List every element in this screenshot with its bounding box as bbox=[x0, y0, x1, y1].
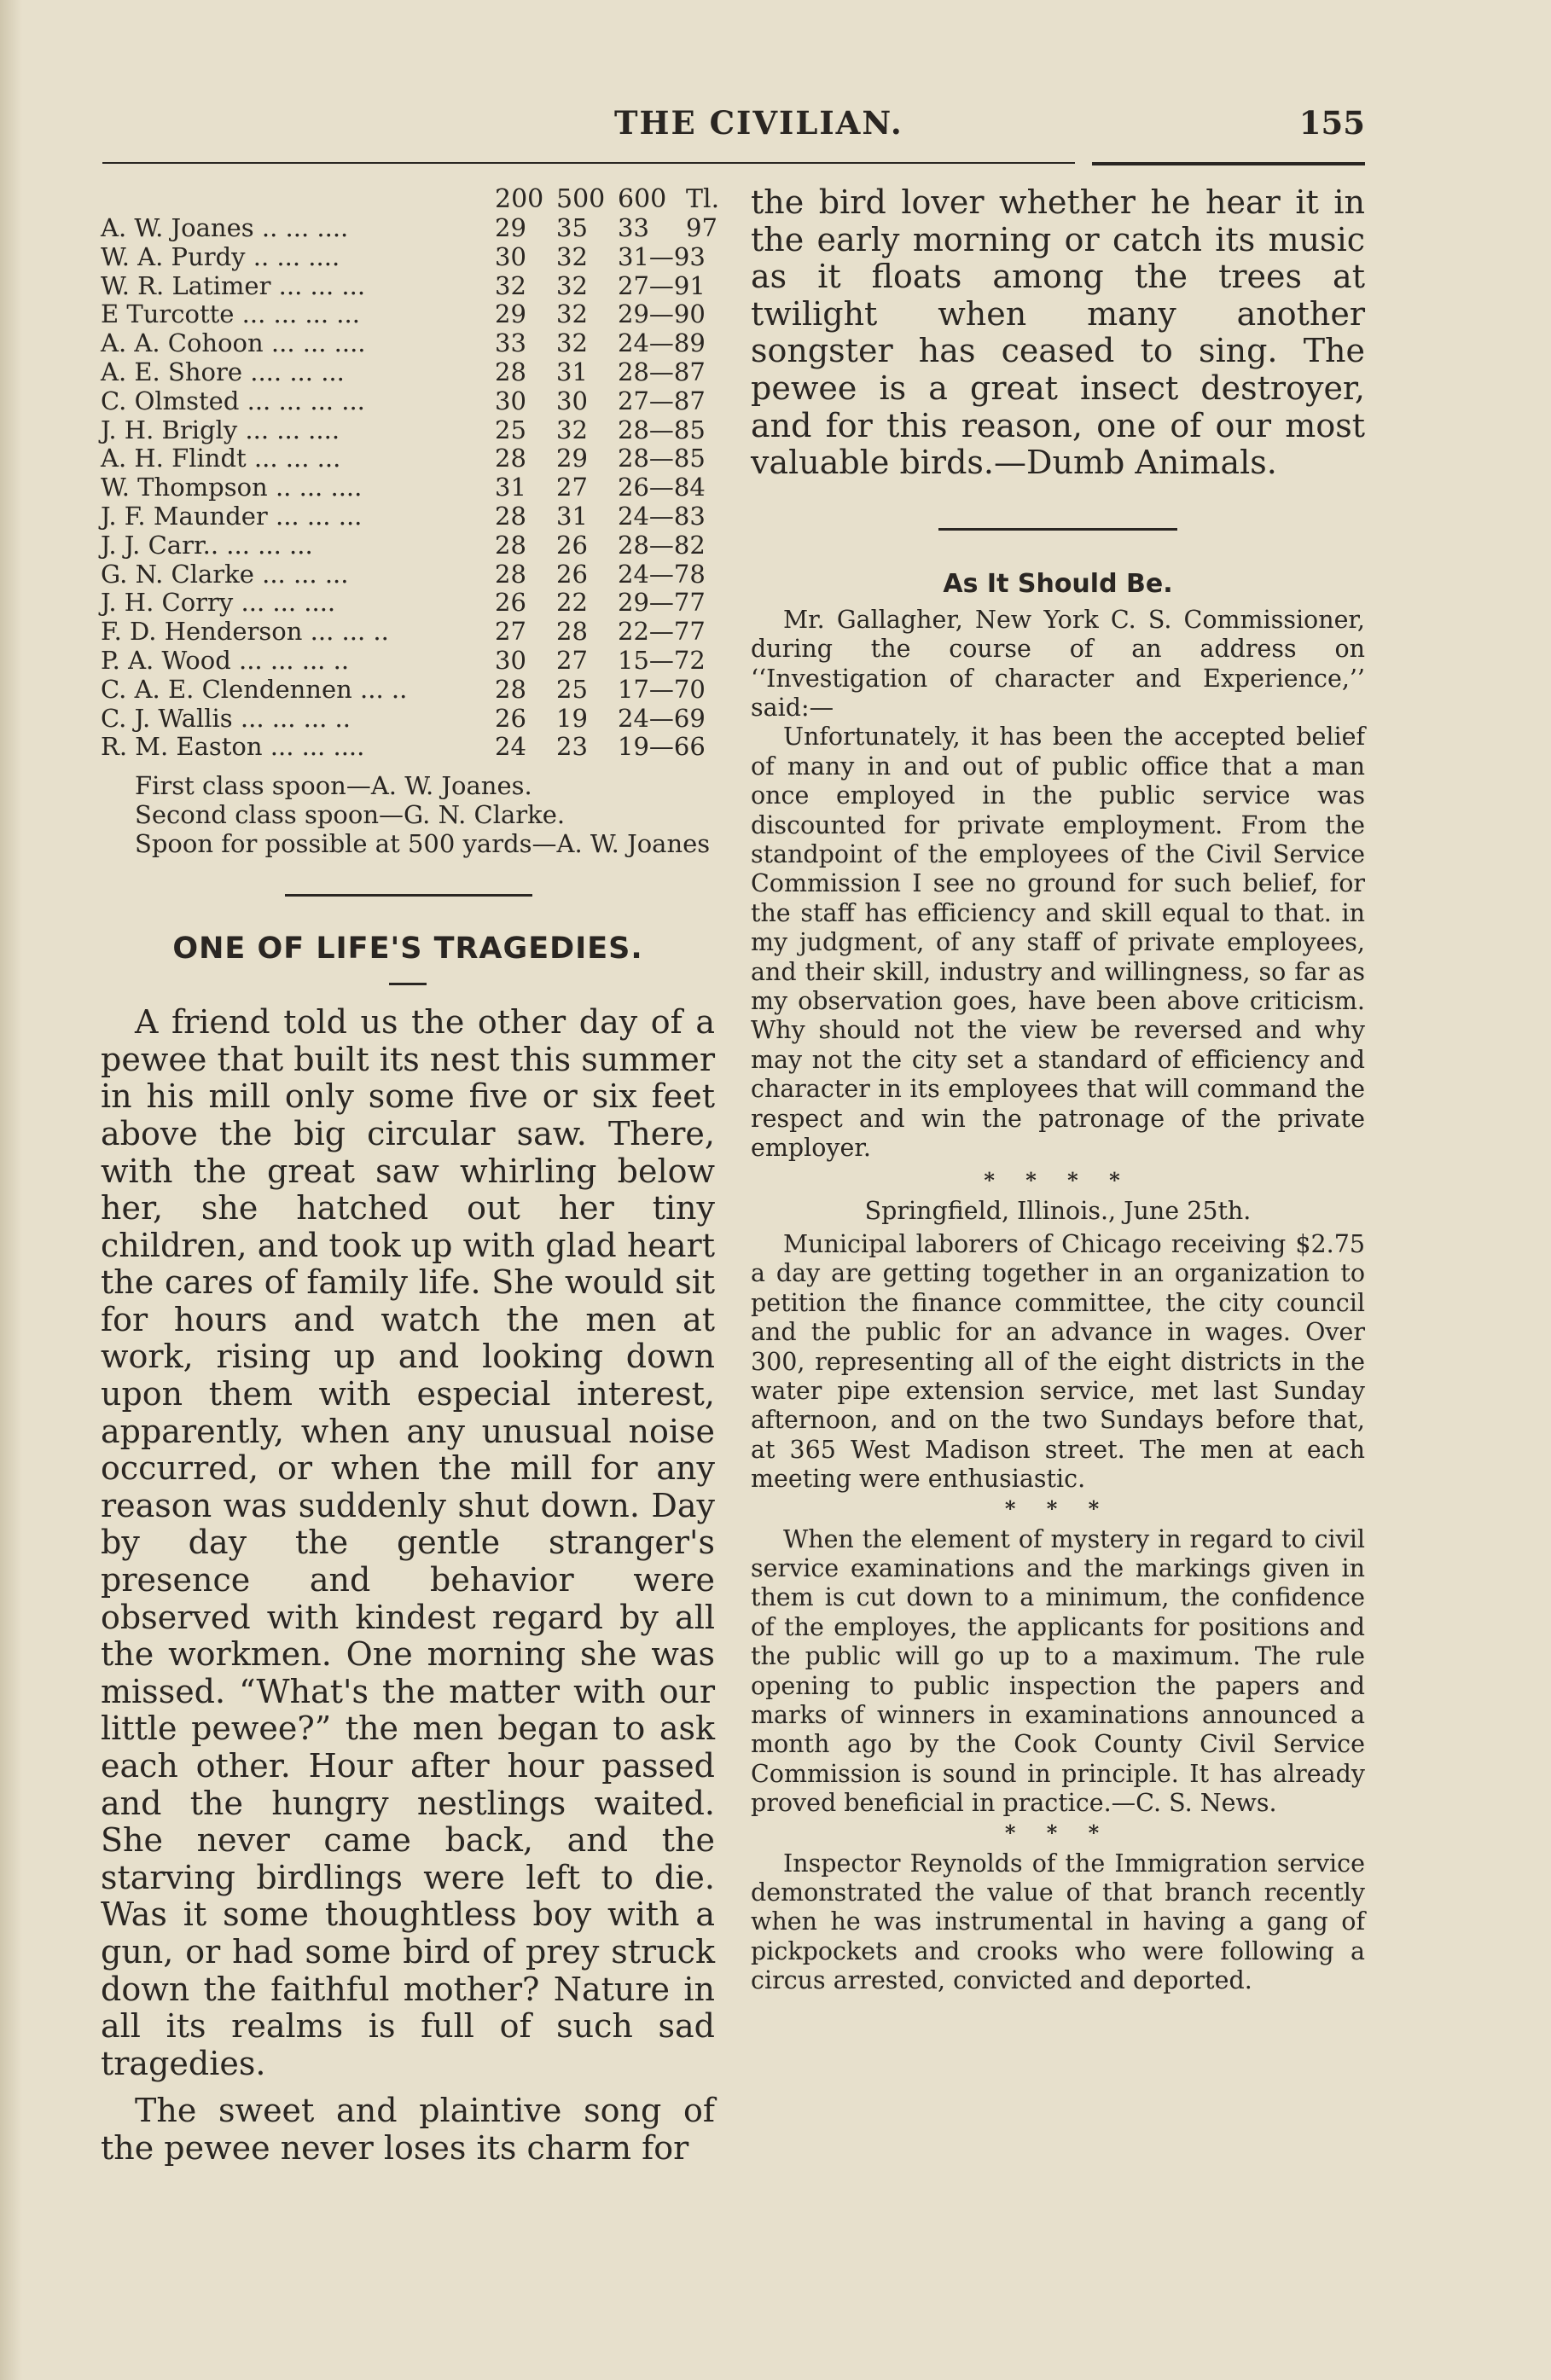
score-600: 33 bbox=[618, 213, 649, 242]
score-200: 30 bbox=[495, 241, 526, 271]
page-title: THE CIVILIAN. bbox=[614, 104, 903, 142]
tragedy-paragraph-1: A friend told us the other day of a pewee that built its nest this summer in his mill only some five or six feet above the big circular saw. There, with the great saw whirling below her, she hatched out her tiny children, and took up with glad heart the cares of family life. She would sit for hours and watch the men at work, rising up and looking down upon them with especial interest, apparently, when any unusual noise occurred, or when the mill for any reason was suddenly shut down. Day by day the gentle stranger's presence and behavior were observed with kindest regard by all the workmen. One morning she was missed. “What's the matter with our little pewee?” the men began to ask each other. Hour after hour passed and the hungry nestlings waited. She never came back, and the starving birdlings were left to die. Was it some thoughtless boy with a gun, or had some bird of prey struck down the faithful mother? Nature in all its realms is full of such sad tragedies. bbox=[101, 1003, 715, 2082]
shooter-name: J. H. Corry ... ... .... bbox=[101, 588, 336, 618]
score-500: 31 bbox=[556, 501, 588, 531]
left-column bbox=[101, 184, 720, 2168]
section-divider-right bbox=[938, 528, 1177, 531]
tragedy-paragraph-2: The sweet and plaintive song of the pewee never loses its charm for bbox=[101, 2092, 715, 2167]
first-class-spoon: First class spoon—A. W. Joanes. bbox=[135, 771, 532, 801]
score-500: 26 bbox=[556, 559, 588, 589]
chicago-article bbox=[751, 1230, 1365, 1495]
score-200: 28 bbox=[495, 357, 526, 386]
score-600: 24—69 bbox=[618, 703, 706, 733]
score-row bbox=[101, 213, 715, 242]
score-200: 25 bbox=[495, 415, 526, 444]
score-row bbox=[101, 386, 715, 415]
score-500: 28 bbox=[556, 617, 588, 647]
score-200: 28 bbox=[495, 444, 526, 473]
score-500: 30 bbox=[556, 386, 588, 415]
score-200: 26 bbox=[495, 703, 526, 733]
score-600: 27—87 bbox=[618, 386, 706, 415]
score-500: 23 bbox=[556, 732, 588, 762]
score-200: 29 bbox=[495, 299, 526, 329]
shooter-name: G. N. Clarke ... ... ... bbox=[101, 559, 349, 589]
score-200: 29 bbox=[495, 213, 526, 242]
score-row bbox=[101, 473, 715, 502]
shooter-name: A. W. Joanes .. ... .... bbox=[101, 213, 349, 242]
page-header bbox=[102, 104, 1365, 155]
score-200: 28 bbox=[495, 501, 526, 531]
score-600: 22—77 bbox=[618, 617, 706, 647]
score-500: 27 bbox=[556, 473, 588, 502]
tragedy-continuation-text: the bird lover whether he hear it in the early morning or catch its music as it floats among the trees at twilight when many another songster has ceased to sing. The pewee is a great insect destroyer, and for this reason, one of our most valuable birds.—Dumb Animals. bbox=[751, 183, 1365, 482]
score-500: 22 bbox=[556, 588, 588, 618]
score-500: 35 bbox=[556, 213, 588, 242]
col-total-header: Tl. bbox=[686, 184, 720, 214]
should-be-headline: As It Should Be. bbox=[943, 568, 1173, 599]
tragedy-article bbox=[101, 1004, 715, 2167]
shooter-name: C. A. E. Clendennen ... .. bbox=[101, 674, 408, 704]
score-200: 30 bbox=[495, 386, 526, 415]
score-table-body bbox=[101, 213, 715, 761]
separator-stars-3: * * * bbox=[1004, 1820, 1112, 1845]
score-row bbox=[101, 271, 715, 300]
page-edge-shadow bbox=[0, 0, 22, 2380]
score-600: 28—82 bbox=[618, 530, 706, 560]
score-row bbox=[101, 444, 715, 473]
score-500: 25 bbox=[556, 674, 588, 704]
score-row bbox=[101, 415, 715, 444]
score-600: 28—85 bbox=[618, 444, 706, 473]
tragedy-headline: ONE OF LIFE'S TRAGEDIES. bbox=[172, 932, 643, 967]
score-200: 28 bbox=[495, 559, 526, 589]
score-row bbox=[101, 646, 715, 675]
score-200: 28 bbox=[495, 530, 526, 560]
shooter-name: C. Olmsted ... ... ... ... bbox=[101, 386, 365, 415]
page-number: 155 bbox=[1298, 104, 1365, 142]
shooter-name: J. J. Carr.. ... ... ... bbox=[101, 530, 313, 560]
springfield-dateline: Springfield, Illinois., June 25th. bbox=[864, 1197, 1252, 1226]
score-row bbox=[101, 531, 715, 560]
score-row bbox=[101, 704, 715, 733]
score-500: 26 bbox=[556, 530, 588, 560]
header-rule-left bbox=[102, 162, 1075, 164]
shooter-name: F. D. Henderson ... ... .. bbox=[101, 617, 389, 647]
separator-stars-1: * * * * bbox=[984, 1168, 1132, 1193]
second-class-spoon: Second class spoon—G. N. Clarke. bbox=[135, 800, 566, 830]
separator-stars-2: * * * bbox=[1004, 1495, 1112, 1521]
shooter-name: R. M. Easton ... ... .... bbox=[101, 732, 365, 762]
section-divider bbox=[285, 894, 532, 897]
score-500: 32 bbox=[556, 270, 588, 300]
col-600-header: 600 bbox=[618, 184, 667, 214]
spoon-awards bbox=[101, 771, 715, 858]
reynolds-paragraph: Inspector Reynolds of the Immigration service demonstrated the value of that branch recently when he was instrumental in having a gang of pickpockets and crooks who were following a circus arrested, convicted and deported. bbox=[751, 1849, 1365, 1995]
score-200: 24 bbox=[495, 732, 526, 762]
col-500-header: 500 bbox=[556, 184, 606, 214]
score-500: 31 bbox=[556, 357, 588, 386]
score-total: 97 bbox=[686, 213, 717, 242]
score-500: 29 bbox=[556, 444, 588, 473]
score-500: 19 bbox=[556, 703, 588, 733]
score-500: 27 bbox=[556, 645, 588, 675]
score-600: 28—85 bbox=[618, 415, 706, 444]
shooter-name: P. A. Wood ... ... ... .. bbox=[101, 645, 350, 675]
score-500: 32 bbox=[556, 415, 588, 444]
right-column bbox=[751, 184, 1365, 1996]
score-200: 27 bbox=[495, 617, 526, 647]
reynolds-article bbox=[751, 1849, 1365, 1996]
score-600: 26—84 bbox=[618, 473, 706, 502]
score-500: 32 bbox=[556, 328, 588, 358]
score-600: 19—66 bbox=[618, 732, 706, 762]
score-600: 28—87 bbox=[618, 357, 706, 386]
score-200: 30 bbox=[495, 645, 526, 675]
mystery-article bbox=[751, 1525, 1365, 1819]
shooter-name: J. F. Maunder ... ... ... bbox=[101, 501, 363, 531]
chicago-paragraph: Municipal laborers of Chicago receiving $2.75 a day are getting together in an organization to petition the finance committee, the city council and the public for an advance in wages. Over 300, representing all of the eight districts in the water pipe extension service, met last Sunday afternoon, and on the two Sundays before that, at 365 West Madison street. The men at each meeting were enthusiastic. bbox=[751, 1229, 1365, 1494]
shooter-name: W. R. Latimer ... ... ... bbox=[101, 270, 366, 300]
should-be-paragraph-2: Unfortunately, it has been the accepted belief of many in and out of public office that a man once employed in the public service was discounted for private employment. From the standpoint of the employees of the Civil Service Commission I see no ground for such belief, for the staff has efficiency and skill equal to that. in my judgment, of any staff of private employees, and their skill, industry and willingness, so far as my observation goes, have been above criticism. Why should not the view be reversed and why may not the city set a standard of efficiency and character in its employees that will command the respect and win the patronage of the private employer. bbox=[751, 723, 1365, 1163]
score-600: 29—90 bbox=[618, 299, 706, 329]
tragedy-continuation bbox=[751, 184, 1365, 482]
score-row bbox=[101, 502, 715, 531]
score-200: 28 bbox=[495, 674, 526, 704]
shooter-name: W. A. Purdy .. ... .... bbox=[101, 241, 340, 271]
score-600: 15—72 bbox=[618, 645, 706, 675]
score-row bbox=[101, 732, 715, 761]
score-500: 32 bbox=[556, 299, 588, 329]
score-row bbox=[101, 328, 715, 357]
score-600: 24—89 bbox=[618, 328, 706, 358]
score-200: 33 bbox=[495, 328, 526, 358]
score-600: 24—83 bbox=[618, 501, 706, 531]
score-200: 32 bbox=[495, 270, 526, 300]
shooter-name: W. Thompson .. ... .... bbox=[101, 473, 363, 502]
score-row bbox=[101, 617, 715, 646]
headline-dash bbox=[389, 983, 427, 985]
shooter-name: A. E. Shore .... ... ... bbox=[101, 357, 345, 386]
possible-spoon: Spoon for possible at 500 yards—A. W. Joanes bbox=[135, 829, 711, 859]
score-600: 29—77 bbox=[618, 588, 706, 618]
score-200: 26 bbox=[495, 588, 526, 618]
shooter-name: A. A. Cohoon ... ... .... bbox=[101, 328, 366, 358]
shooter-name: C. J. Wallis ... ... ... .. bbox=[101, 703, 351, 733]
shooter-name: E Turcotte ... ... ... ... bbox=[101, 299, 360, 329]
score-row bbox=[101, 675, 715, 704]
col-200-header: 200 bbox=[495, 184, 544, 214]
score-600: 24—78 bbox=[618, 559, 706, 589]
should-be-article bbox=[751, 606, 1365, 1164]
score-600: 17—70 bbox=[618, 674, 706, 704]
score-600: 27—91 bbox=[618, 270, 706, 300]
should-be-paragraph-1: Mr. Gallagher, New York C. S. Commissioner, during the course of an address on ‘‘Investigation of character and Experience,’’ said:— bbox=[751, 605, 1365, 722]
score-600: 31—93 bbox=[618, 241, 706, 271]
mystery-paragraph: When the element of mystery in regard to civil service examinations and the markings given in them is cut down to a minimum, the confidence of the employes, the applicants for positions and the public will go up to a maximum. The rule opening to public inspection the papers and marks of winners in examinations announced a month ago by the Cook County Civil Service Commission is sound in principle. It has already proved beneficial in practice.—C. S. News. bbox=[751, 1524, 1365, 1818]
shooter-name: A. H. Flindt ... ... ... bbox=[101, 444, 341, 473]
header-rule-right bbox=[1092, 162, 1365, 165]
score-row bbox=[101, 299, 715, 328]
score-500: 32 bbox=[556, 241, 588, 271]
score-200: 31 bbox=[495, 473, 526, 502]
score-row bbox=[101, 357, 715, 386]
score-table-header bbox=[101, 184, 720, 214]
score-row bbox=[101, 588, 715, 617]
shooter-name: J. H. Brigly ... ... .... bbox=[101, 415, 340, 444]
score-row bbox=[101, 560, 715, 589]
score-row bbox=[101, 242, 715, 271]
